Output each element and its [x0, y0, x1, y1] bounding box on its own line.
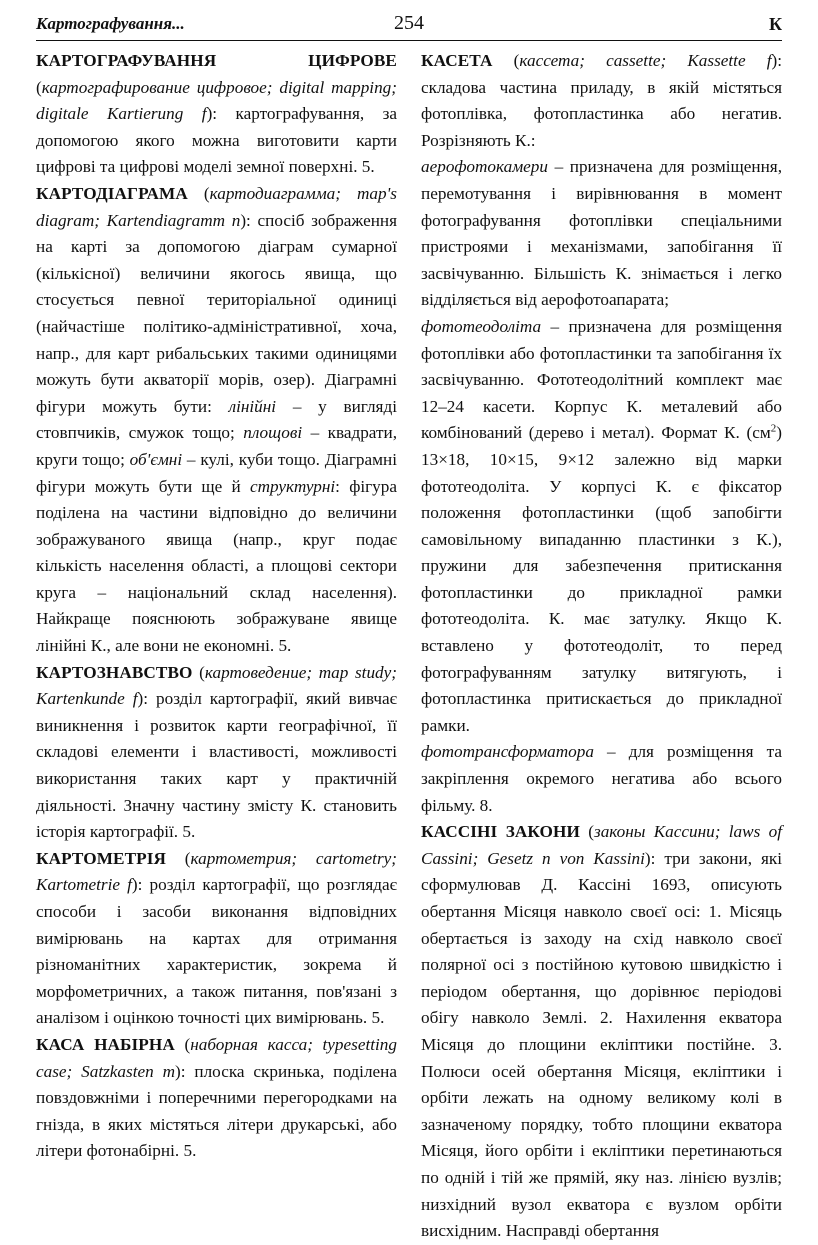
entry-italic-text: об'ємні: [129, 449, 183, 469]
running-header: [36, 12, 782, 40]
entry-text: ): спосіб зображення на карті за допомогою діаграм сумарної (кількісної) величини якогось явища, що стосується певної територіальної одиниці (найчастіше політико-адміністративної, хоча, напр., для карт рибальських такими одиницями можуть бути акваторії морів, озер). Діаграмні фігури можуть бути:: [36, 210, 397, 416]
entry-headword: КАРТОМЕТРІЯ: [36, 848, 167, 868]
entry-text: (: [166, 848, 191, 868]
entry-italic-text: картометрия; cartometry; Kartometrie f: [36, 848, 397, 895]
entry-italic-text: картографирование цифровое; digital mapping; digitale Kartierung f: [36, 77, 397, 124]
entry-text: : фігура поділена на частини відповідно до величини зображуваного явища (напр., круг подає кількість населення області, а площові сектори круга – національний склад населення). Найкраще пояснюють зображуване явище лінійні К., але вони не економні. 5.: [36, 476, 397, 656]
entry-italic-text: картоведение; map study; Kartenkunde f: [36, 662, 397, 709]
entry-text: (: [492, 51, 520, 70]
entry-italic-text: кассета; cassette; Kassette f: [519, 51, 772, 70]
entry-subitem: [421, 154, 782, 314]
dictionary-entry: [36, 1032, 397, 1165]
entry-italic-text: фототеодоліта: [421, 316, 542, 336]
entry-italic-text: площові: [243, 423, 303, 443]
entry-text: (: [187, 183, 210, 203]
entry-text: ): складова частина приладу, в якій містяться фотоплівка, фотопластинка або негатив. Розрізняють К.:: [421, 51, 782, 150]
left-column: [36, 48, 397, 1165]
entry-text: ) 13×18, 10×15, 9×12 залежно від марки фототеодоліта. У корпусі К. є фіксатор положення фотопластинки (щоб запобігти самовільному випаданню пластинки з К.), пружини для забезпечення притискання фотопластинки до прикладної рамки фототеодоліта. К. має затулку. Якщо К. вставлено у фототеодоліт, то перед фотографуванням затулку витягують, і фотопластинка притискається до прикладної рамки.: [421, 423, 782, 735]
entry-text: ): розділ картографії, який вивчає виникнення і розвиток карти географічної, її складові елементи і властивості, можливості використання таких карт у практичній діяльності. Значну частину змісту К. становить історія картографії. 5.: [36, 689, 398, 842]
entry-text: – квадрати, круги тощо;: [36, 423, 397, 469]
entry-text: – у вигляді стовпчиків, смужок тощо;: [36, 396, 397, 443]
dictionary-entry: [36, 660, 397, 846]
entry-italic-text: фототрансформатора: [421, 742, 594, 762]
entry-text: ): плоска скринька, поділена повздовжніми і поперечними перегородками на гнізда, в яких містяться літери друкарські, або літери фотонабірні. 5.: [36, 1061, 397, 1161]
entry-headword: КАССІНІ ЗАКОНИ: [421, 822, 580, 842]
entry-text: ): розділ картографії, що розглядає способи і засоби виконання відповідних вимірювань на картах для отримання різноманітних характеристик, зокрема й морфометричних, а також питання, пов'язані з аналізом і оцінкою точності цих вимірювань. 5.: [36, 875, 397, 1028]
entry-headword: КАСА НАБІРНА: [36, 1034, 175, 1054]
right-column: [421, 48, 782, 1245]
entry-italic-text: лінійні: [228, 396, 277, 416]
dictionary-entry: [421, 48, 782, 154]
entry-italic-text: картодиаграмма; map's diagram; Kartendiagramm n: [36, 183, 397, 230]
running-head-left: Картографування...: [36, 14, 185, 33]
dictionary-entry: [36, 48, 397, 181]
page-number: 254: [394, 12, 424, 34]
entry-text: – кулі, куби тощо. Діаграмні фігури можуть бути ще й: [36, 449, 397, 496]
entry-text: (: [174, 1034, 191, 1054]
entry-italic-text: законы Кассини; laws of Cassini; Gesetz n von Kassini: [421, 822, 782, 868]
entry-headword: КАРТОДІАГРАМА: [36, 183, 188, 203]
dictionary-entry: [36, 181, 397, 660]
entry-text: (: [579, 822, 594, 842]
entry-text: 2: [770, 422, 777, 435]
entry-italic-text: аерофотокамери: [421, 157, 548, 177]
entry-subitem: [421, 314, 782, 740]
entry-text: ): картографування, за допомогою якого можна виготовити карти цифрові та цифрові моделі земної поверхні. 5.: [36, 104, 398, 177]
entry-text: (: [192, 662, 205, 682]
entry-text: ): три закони, які сформулював Д. Кассіні 1693, описують обертання Місяця навколо своєї осі: 1. Місяць обертається із заходу на схід навколо своєї полярної осі з постійною кутовою швидкістю і періодом обертання, що дорівнює періодові обігу навколо Землі. 2. Нахилення екватора Місяця до площини екліптики постійне. 3. Полюси осей обертання Місяця, екліптики і орбіти лежать на одному великому колі в зазначеному порядку, тобто площини екватора Місяця, його орбіти і екліптики перетинаються по одній і тій же прямій, яку наз. лінією вузлів; низхідний вузол екватора є вузлом орбіти висхідним. Насправді обертання: [421, 848, 782, 1241]
entry-headword: КАСЕТА: [421, 51, 493, 70]
entry-italic-text: наборная касса; typesetting case; Satzkasten m: [36, 1034, 397, 1081]
header-rule: [36, 40, 782, 41]
entry-text: (: [36, 77, 42, 97]
dictionary-entry: [421, 819, 782, 1245]
entry-headword: КАРТОГРАФУВАННЯ ЦИФРОВЕ: [36, 51, 397, 70]
running-head-right: К: [768, 14, 782, 34]
entry-text: – призначена для розміщення, перемотування і вирівнювання в момент фотографування фотоплівки спеціальними пристроями і механізмами, запобігання її засвічуванню. Більшість К. знімається і легко відділяється від аерофотоапарата;: [421, 157, 782, 310]
entry-text: – для розміщення та закріплення окремого негатива або всього фільму. 8.: [421, 742, 782, 815]
dictionary-entry: [36, 846, 397, 1032]
entry-subitem: [421, 739, 782, 819]
entry-text: – призначена для розміщення фотоплівки або фотопластинки та запобігання їх засвічуванню. Фототеодолітний комплект має 12–24 касети. Корпус К. металевий або комбінований (дерево і метал). Формат К. (см: [421, 316, 782, 443]
entry-italic-text: структурні: [250, 476, 336, 496]
entry-headword: КАРТОЗНАВСТВО: [36, 662, 193, 682]
